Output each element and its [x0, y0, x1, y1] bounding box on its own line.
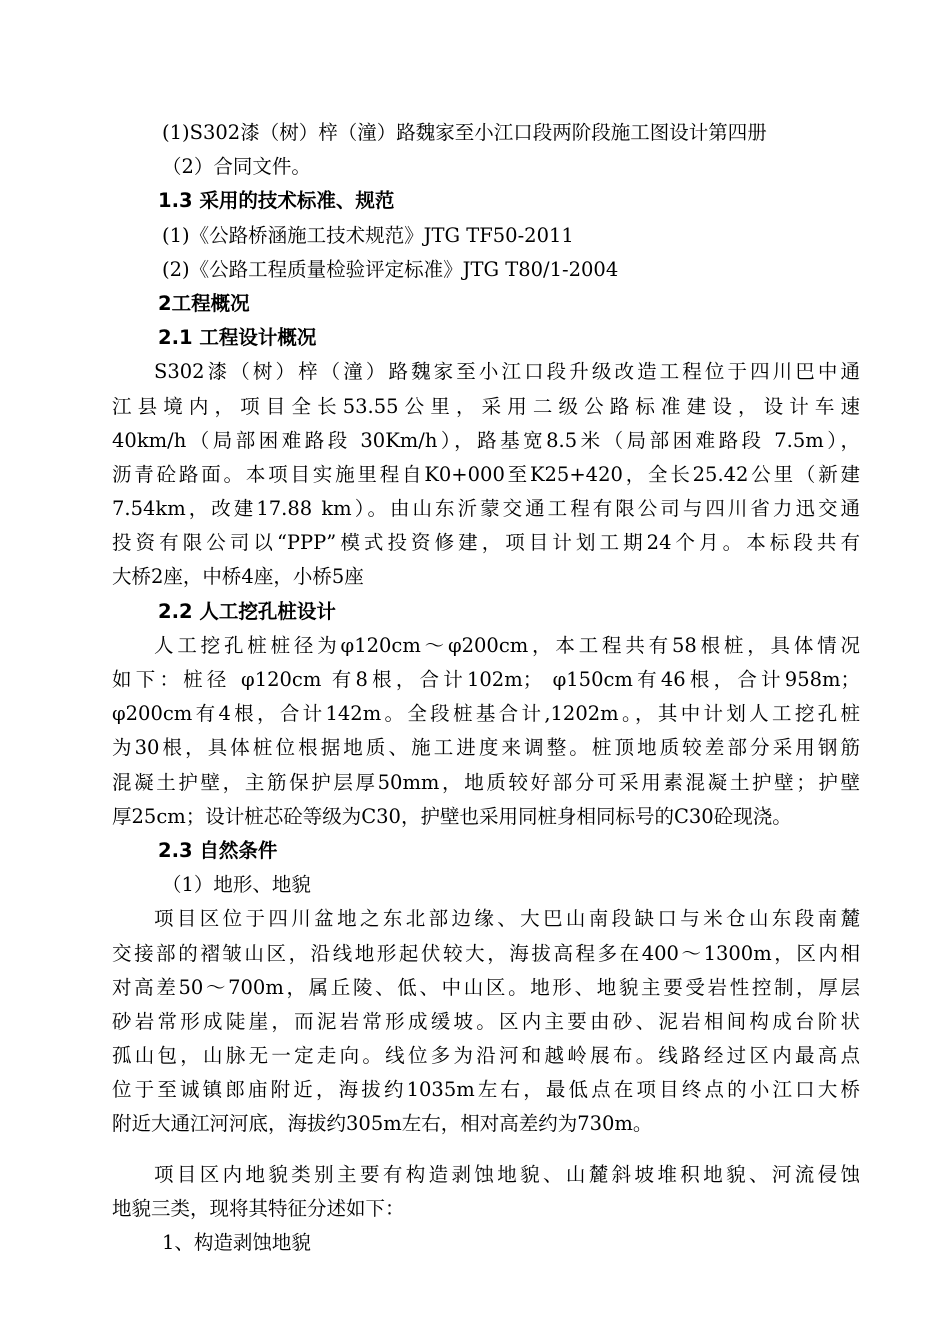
paragraph-line: 砂岩常形成陡崖，而泥岩常形成缓坡。区内主要由砂、泥岩相间构成台阶状 — [112, 1009, 860, 1033]
reference-item: (1)S302漆（树）梓（潼）路魏家至小江口段两阶段施工图设计第四册 — [162, 121, 767, 144]
paragraph-line: 项目区内地貌类别主要有构造剥蚀地貌、山麓斜坡堆积地貌、河流侵蚀 — [154, 1162, 860, 1186]
paragraph-line: 沥青砼路面。本项目实施里程自K0+000至K25+420，全长25.42公里（新建 — [112, 462, 860, 486]
paragraph-line: 人工挖孔桩桩径为φ120cm～φ200cm，本工程共有58根桩，具体情况 — [154, 633, 860, 657]
section-heading-2-1: 2.1 工程设计概况 — [158, 326, 317, 350]
standard-item: (2)《公路工程质量检验评定标准》JTG T80/1-2004 — [162, 257, 619, 281]
paragraph-line: 地貌三类，现将其特征分述如下： — [112, 1196, 405, 1220]
standard-item: (1)《公路桥涵施工技术规范》JTG TF50-2011 — [162, 223, 574, 247]
paragraph-line: 对高差50～700m，属丘陵、低、中山区。地形、地貌主要受岩性控制，厚层 — [112, 975, 860, 999]
paragraph-line: 交接部的褶皱山区，沿线地形起伏较大，海拔高程多在400～1300m，区内相 — [112, 941, 860, 965]
reference-item: （2）合同文件。 — [162, 155, 311, 179]
section-heading-2-3: 2.3 自然条件 — [158, 838, 278, 862]
subsection-heading: （1）地形、地貌 — [162, 873, 311, 897]
paragraph-line: 为30根，具体桩位根据地质、施工进度来调整。桩顶地质较差部分采用钢筋 — [112, 736, 860, 760]
section-heading-1-3: 1.3 采用的技术标准、规范 — [158, 189, 395, 213]
section-heading-2: 2工程概况 — [158, 291, 250, 315]
paragraph-line: 位于至诚镇郎庙附近，海拔约1035m左右，最低点在项目终点的小江口大桥 — [112, 1078, 860, 1102]
paragraph-line: 混凝土护壁，主筋保护层厚50mm，地质较好部分可采用素混凝土护壁；护壁 — [112, 770, 860, 794]
paragraph-line: 江县境内，项目全长53.55公里，采用二级公路标准建设，设计车速 — [112, 394, 860, 418]
paragraph-line: 孤山包，山脉无一定走向。线位多为沿河和越岭展布。线路经过区内最高点 — [112, 1044, 860, 1068]
paragraph-line: 如下：桩径 φ120cm 有8根，合计102m； φ150cm有46根，合计958m； — [112, 668, 860, 691]
document-page — [112, 116, 860, 1260]
section-heading-2-2: 2.2 人工挖孔桩设计 — [158, 599, 336, 623]
paragraph-line: 7.54km，改建17.88 km）。由山东沂蒙交通工程有限公司与四川省力迅交通 — [112, 497, 860, 521]
paragraph-line: 厚25cm；设计桩芯砼等级为C30，护壁也采用同桩身相同标号的C30砼现浇。 — [112, 804, 792, 828]
paragraph-line: 40km/h（局部困难路段 30Km/h），路基宽8.5米（局部困难路段 7.5m）， — [112, 428, 860, 452]
subsection-heading: 1、构造剥蚀地貌 — [162, 1231, 311, 1254]
paragraph-line: S302漆（树）梓（潼）路魏家至小江口段升级改造工程位于四川巴中通 — [154, 360, 860, 384]
paragraph-line: 大桥2座，中桥4座，小桥5座 — [112, 565, 364, 589]
paragraph-line: 附近大通江河河底，海拔约305m左右，相对高差约为730m。 — [112, 1112, 653, 1136]
paragraph-line: φ200cm有4根，合计142m。全段桩基合计,1202m。，其中计划人工挖孔桩 — [112, 702, 860, 726]
paragraph-line: 项目区位于四川盆地之东北部边缘、大巴山南段缺口与米仓山东段南麓 — [154, 907, 860, 931]
paragraph-gap — [112, 1142, 860, 1158]
paragraph-line: 投资有限公司以“PPP”模式投资修建，项目计划工期24个月。本标段共有 — [112, 531, 860, 555]
